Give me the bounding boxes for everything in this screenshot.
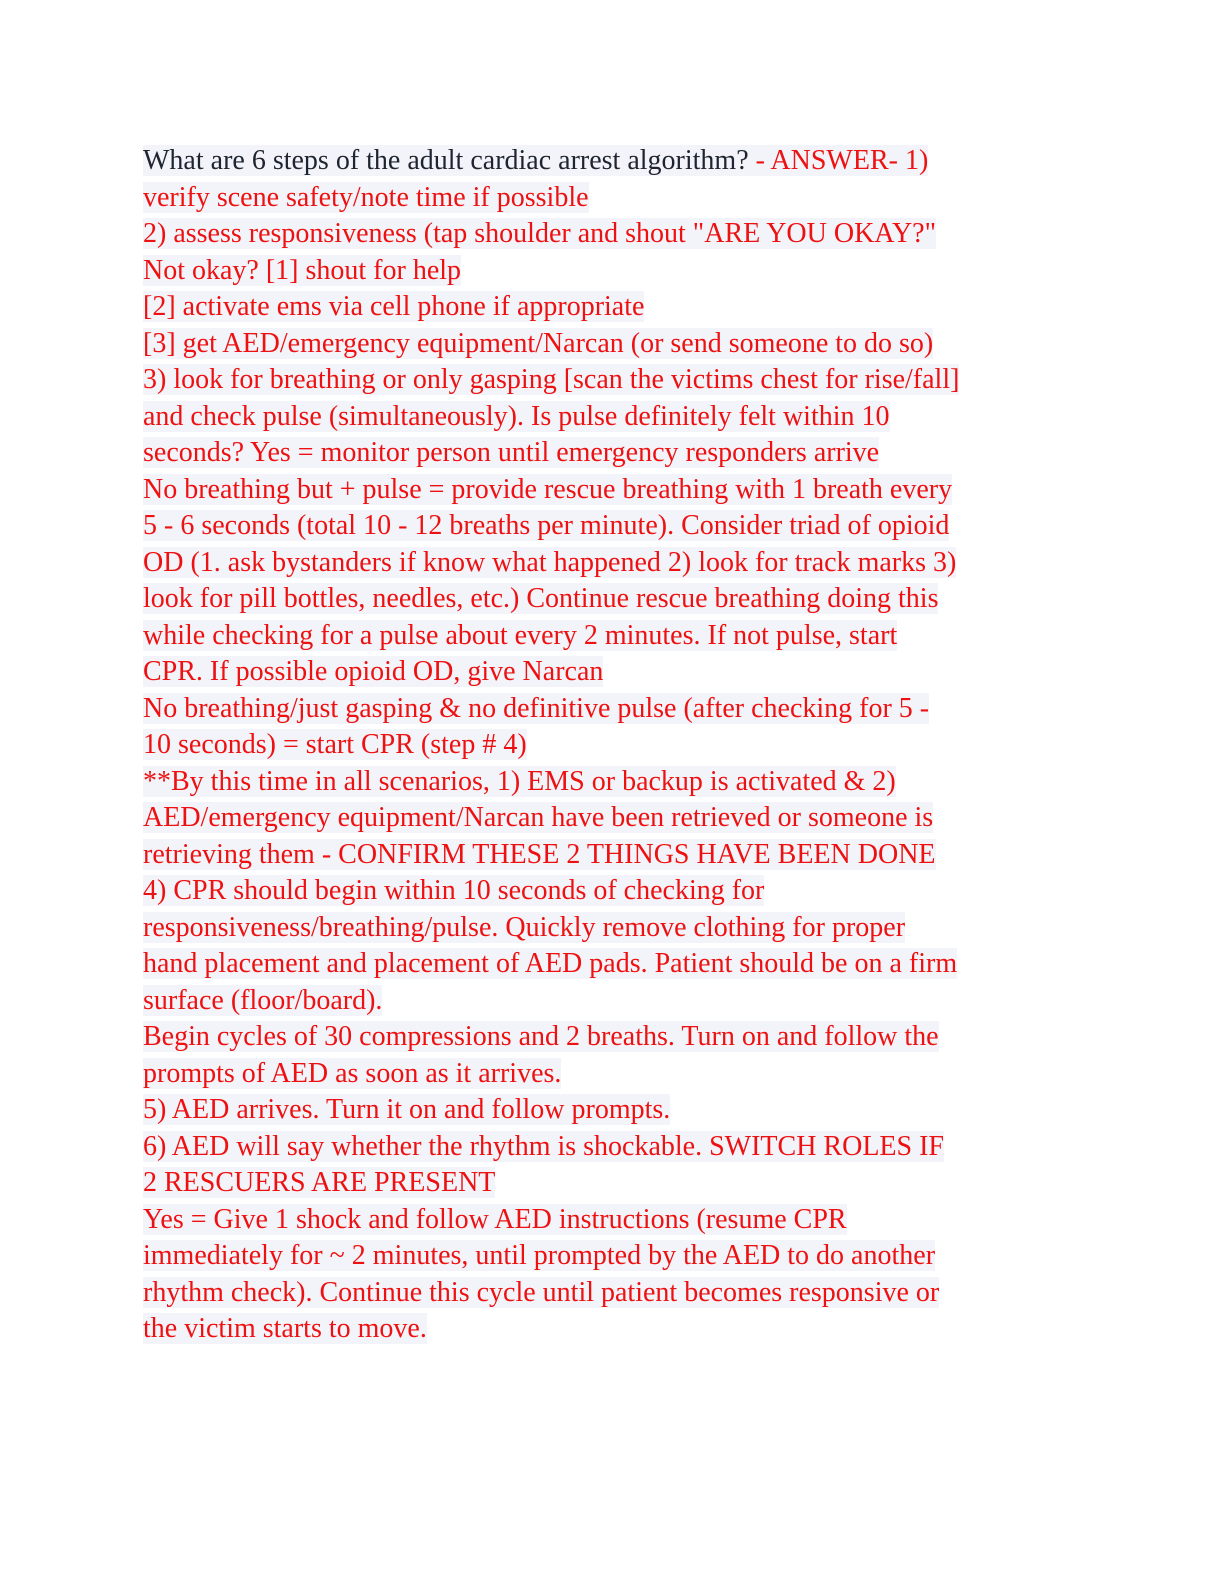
answer-line: Yes = Give 1 shock and follow AED instructions (resume CPR: [143, 1203, 847, 1235]
answer-line: Begin cycles of 30 compressions and 2 breaths. Turn on and follow the: [143, 1021, 939, 1052]
answer-line: seconds? Yes = monitor person until emergency responders arrive: [143, 437, 880, 468]
answer-line: while checking for a pulse about every 2 minutes. If not pulse, start: [143, 619, 898, 651]
answer-line: 5) AED arrives. Turn it on and follow prompts.: [143, 1094, 671, 1125]
question-text: What are 6 steps of the adult cardiac arrest algorithm?: [143, 145, 749, 176]
answer-line: [3] get AED/emergency equipment/Narcan (or send someone to do so): [143, 327, 934, 359]
document-body: [143, 143, 1083, 1348]
answer-line: 2 RESCUERS ARE PRESENT: [143, 1167, 496, 1198]
answer-line: 3) look for breathing or only gasping [scan the victims chest for rise/fall]: [143, 364, 960, 395]
answer-line: hand placement and placement of AED pads. Patient should be on a firm: [143, 948, 958, 979]
answer-line: [2] activate ems via cell phone if appropriate: [143, 291, 645, 322]
answer-line: immediately for ~ 2 minutes, until prompted by the AED to do another: [143, 1240, 936, 1271]
answer-line: look for pill bottles, needles, etc.) Continue rescue breathing doing this: [143, 583, 939, 614]
answer-line: AED/emergency equipment/Narcan have been retrieved or someone is: [143, 802, 934, 833]
answer-line: OD (1. ask bystanders if know what happened 2) look for track marks 3): [143, 546, 957, 578]
answer-line: No breathing/just gasping & no definitive pulse (after checking for 5 -: [143, 692, 930, 724]
answer-line: and check pulse (simultaneously). Is pulse definitely felt within 10: [143, 400, 890, 432]
answer-line: 2) assess responsiveness (tap shoulder and shout "ARE YOU OKAY?": [143, 218, 937, 249]
answer-line: 5 - 6 seconds (total 10 - 12 breaths per minute). Consider triad of opioid: [143, 510, 950, 541]
answer-line: **By this time in all scenarios, 1) EMS or backup is activated & 2): [143, 765, 896, 797]
answer-line: Not okay? [1] shout for help: [143, 254, 462, 286]
answer-line: surface (floor/board).: [143, 984, 383, 1016]
answer-line: 10 seconds) = start CPR (step # 4): [143, 729, 527, 760]
answer-line: prompts of AED as soon as it arrives.: [143, 1057, 562, 1089]
answer-line: retrieving them - CONFIRM THESE 2 THINGS HAVE BEEN DONE: [143, 838, 936, 870]
answer-line: 6) AED will say whether the rhythm is shockable. SWITCH ROLES IF: [143, 1130, 945, 1162]
answer-line: rhythm check). Continue this cycle until patient becomes responsive or: [143, 1276, 940, 1308]
answer-line: responsiveness/breathing/pulse. Quickly remove clothing for proper: [143, 911, 906, 943]
answer-line: No breathing but + pulse = provide rescue breathing with 1 breath every: [143, 473, 953, 505]
answer-line: 4) CPR should begin within 10 seconds of checking for: [143, 875, 765, 906]
question-line: [143, 143, 1083, 180]
answer-marker: - ANSWER- 1): [748, 145, 929, 176]
answer-line: verify scene safety/note time if possible: [143, 181, 589, 213]
answer-line: the victim starts to move.: [143, 1313, 427, 1344]
answer-line: CPR. If possible opioid OD, give Narcan: [143, 656, 604, 687]
